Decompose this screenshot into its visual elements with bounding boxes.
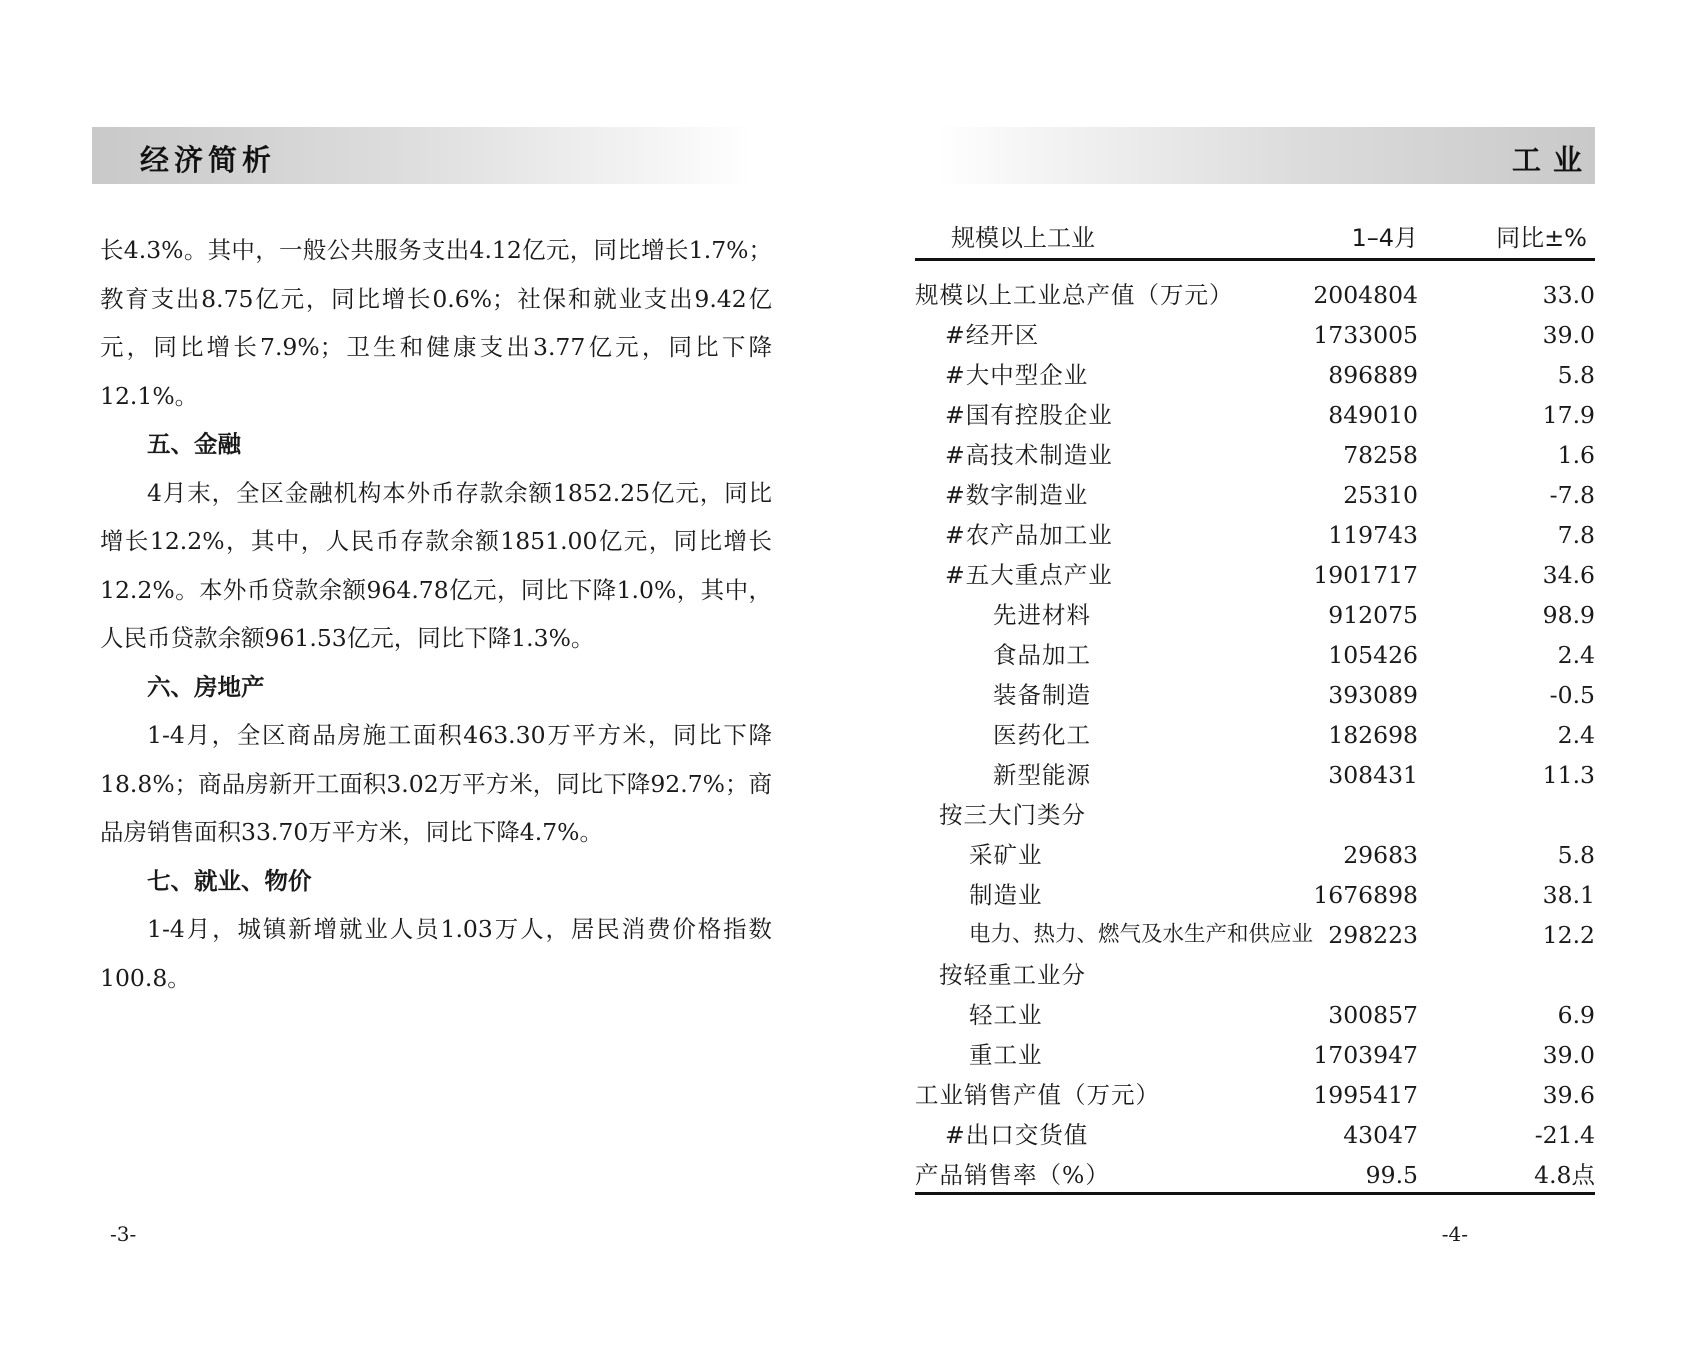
- row-label: 规模以上工业总产值（万元）: [915, 281, 1234, 309]
- row-label: #五大重点产业: [945, 561, 1113, 589]
- row-pct-change: 17.9: [1542, 401, 1595, 429]
- row-value: 105426: [1328, 641, 1418, 669]
- row-pct-change: 39.0: [1542, 321, 1595, 349]
- row-label: #高技术制造业: [945, 441, 1113, 469]
- table-row: [915, 395, 1595, 435]
- table-row: [915, 875, 1595, 915]
- row-label: 工业销售产值（万元）: [915, 1081, 1160, 1109]
- row-pct-change: 98.9: [1542, 601, 1595, 629]
- row-pct-change: 33.0: [1542, 281, 1595, 309]
- table-row: [915, 795, 1595, 835]
- row-label: 先进材料: [993, 601, 1091, 629]
- row-pct-change: 6.9: [1557, 1001, 1595, 1029]
- table-row: [915, 515, 1595, 555]
- table-row: [915, 595, 1595, 635]
- row-pct-change: 2.4: [1557, 641, 1595, 669]
- row-pct-change: 2.4: [1557, 721, 1595, 749]
- table-row: [915, 635, 1595, 675]
- row-value: 1901717: [1313, 561, 1418, 589]
- row-label: 采矿业: [969, 841, 1043, 869]
- row-pct-change: 39.0: [1542, 1041, 1595, 1069]
- industry-table: [915, 275, 1595, 1195]
- row-value: 1995417: [1313, 1081, 1418, 1109]
- section-title: 工业: [1511, 143, 1594, 177]
- row-value: 849010: [1328, 401, 1418, 429]
- section-heading: 五、金融: [147, 430, 241, 458]
- table-row: [915, 555, 1595, 595]
- row-value: 78258: [1343, 441, 1418, 469]
- row-pct-change: 11.3: [1542, 761, 1595, 789]
- row-value: 43047: [1343, 1121, 1418, 1149]
- right-page: [843, 0, 1686, 1353]
- paragraph: 4月末，全区金融机构本外币存款余额1852.25亿元，同比增长12.2%，其中，人民币存款余额1851.00亿元，同比增长12.2%。本外币贷款余额964.78亿元，同比下降1.0%，其中，人民币贷款余额961.53亿元，同比下降1.3%。: [100, 478, 772, 652]
- page-number: -3-: [110, 1222, 137, 1246]
- paragraph: 1-4月，城镇新增就业人员1.03万人，居民消费价格指数100.8。: [100, 915, 772, 992]
- row-value: 1676898: [1313, 881, 1418, 909]
- row-value: 29683: [1343, 841, 1418, 869]
- row-pct-change: 12.2: [1542, 921, 1595, 949]
- table-row: [915, 835, 1595, 875]
- table-row: [915, 1115, 1595, 1155]
- table-top-rule: [915, 258, 1595, 261]
- row-label: 新型能源: [993, 761, 1091, 789]
- row-pct-change: 5.8: [1557, 841, 1595, 869]
- article-body: [100, 226, 772, 1002]
- row-label: #大中型企业: [945, 361, 1089, 389]
- table-row: [915, 275, 1595, 315]
- row-label: #出口交货值: [945, 1121, 1089, 1149]
- section-heading: 七、就业、物价: [147, 866, 312, 895]
- table-row: [915, 915, 1595, 955]
- row-label: 装备制造: [993, 681, 1091, 709]
- row-label: 制造业: [969, 881, 1043, 909]
- table-row: [915, 995, 1595, 1035]
- paragraph: 长4.3%。其中，一般公共服务支出4.12亿元，同比增长1.7%；教育支出8.75亿元，同比增长0.6%；社保和就业支出9.42亿元，同比增长7.9%；卫生和健康支出3.77亿元，同比下降12.1%。: [100, 236, 772, 410]
- paragraph: 1-4月，全区商品房施工面积463.30万平方米，同比下降18.8%；商品房新开工面积3.02万平方米，同比下降92.7%；商品房销售面积33.70万平方米，同比下降4.7%。: [100, 721, 772, 846]
- row-pct-change: 38.1: [1542, 881, 1595, 909]
- table-row: [915, 755, 1595, 795]
- row-label: #农产品加工业: [945, 521, 1113, 549]
- table-row: [915, 315, 1595, 355]
- row-value: 912075: [1328, 601, 1418, 629]
- row-value: 2004804: [1313, 281, 1418, 309]
- row-value: 182698: [1328, 721, 1418, 749]
- row-pct-change: -21.4: [1534, 1121, 1595, 1149]
- row-value: 300857: [1328, 1001, 1418, 1029]
- column-header-name: 规模以上工业: [951, 224, 1095, 252]
- page-number: -4-: [1441, 1222, 1468, 1246]
- row-label: #经开区: [945, 321, 1040, 349]
- row-value: 119743: [1328, 521, 1418, 549]
- row-value: 1703947: [1313, 1041, 1418, 1069]
- column-header-pct: 同比±%: [1496, 224, 1587, 252]
- row-label: 轻工业: [969, 1001, 1043, 1029]
- row-pct-change: 4.8点: [1534, 1161, 1595, 1189]
- table-row: [915, 675, 1595, 715]
- row-value: 99.5: [1365, 1161, 1418, 1189]
- row-label: 电力、热力、燃气及水生产和供应业: [969, 922, 1314, 947]
- table-row: [915, 715, 1595, 755]
- section-heading: 六、房地产: [147, 672, 265, 701]
- row-pct-change: 5.8: [1557, 361, 1595, 389]
- row-label: 食品加工: [993, 641, 1091, 669]
- section-title: 经济简析: [140, 143, 277, 177]
- row-label: 按三大门类分: [939, 801, 1086, 829]
- row-pct-change: 1.6: [1557, 441, 1595, 469]
- table-row: [915, 1035, 1595, 1075]
- row-label: 重工业: [969, 1041, 1043, 1069]
- table-header: [915, 218, 1595, 256]
- row-pct-change: 34.6: [1542, 561, 1595, 589]
- row-value: 298223: [1328, 921, 1418, 949]
- row-pct-change: 7.8: [1557, 521, 1595, 549]
- row-label: 产品销售率（%）: [915, 1161, 1110, 1189]
- row-pct-change: -7.8: [1549, 481, 1595, 509]
- row-label: 医药化工: [993, 721, 1091, 749]
- column-header-value: 1–4月: [1351, 224, 1418, 252]
- row-pct-change: -0.5: [1549, 681, 1595, 709]
- table-row: [915, 1155, 1595, 1195]
- row-value: 896889: [1328, 361, 1418, 389]
- table-row: [915, 955, 1595, 995]
- table-bottom-rule: [915, 1192, 1595, 1195]
- row-label: #国有控股企业: [945, 401, 1113, 429]
- row-value: 1733005: [1313, 321, 1418, 349]
- table-row: [915, 1075, 1595, 1115]
- header-bar: [937, 127, 1595, 184]
- row-label: #数字制造业: [945, 481, 1089, 509]
- table-row: [915, 475, 1595, 515]
- row-label: 按轻重工业分: [939, 961, 1086, 989]
- row-value: 308431: [1328, 761, 1418, 789]
- row-value: 25310: [1343, 481, 1418, 509]
- row-pct-change: 39.6: [1542, 1081, 1595, 1109]
- table-row: [915, 355, 1595, 395]
- table-row: [915, 435, 1595, 475]
- row-value: 393089: [1328, 681, 1418, 709]
